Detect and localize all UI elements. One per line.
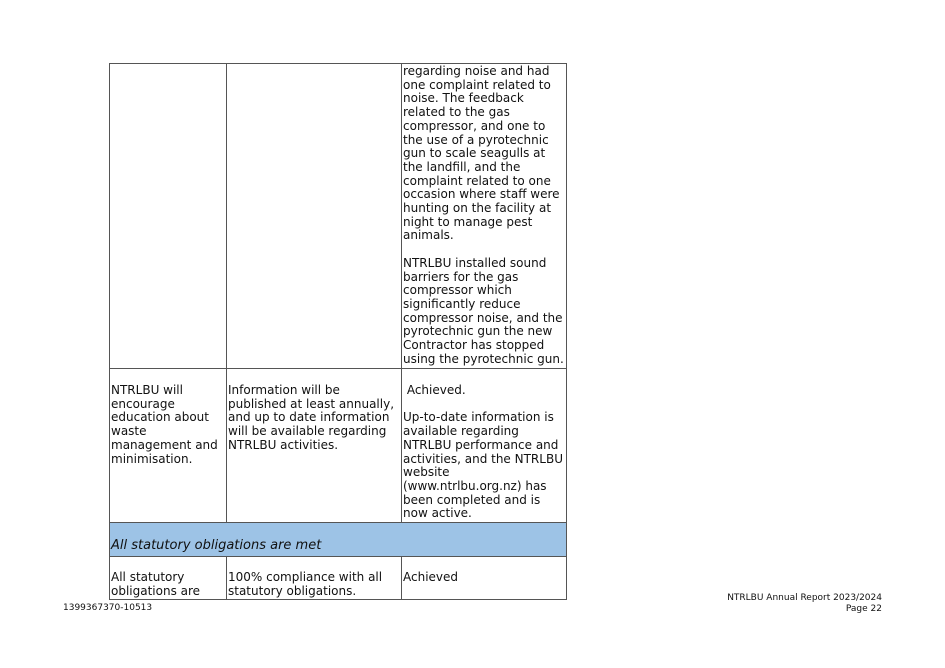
table-row [110,64,567,369]
cell-measure [227,557,402,600]
section-heading-row [110,523,567,557]
cell-objective [110,64,227,369]
table-row [110,369,567,523]
result-paragraph: regarding noise and had one complaint related to noise. The feedback related to the gas compressor, and one to the use of a pyrotechnic gun to scale seagulls at the landfill, and the complaint related to one occasion where staff were hunting on the facility at night to manage pest animals. [403,64,564,243]
objective-text: All statutory obligations are [111,570,201,598]
objectives-table [109,63,567,600]
result-paragraph: Up-to-date information is available regarding NTRLBU performance and activities, and the NTRLBU website (www.ntrlbu.org.nz) has been completed and is now active. [403,410,567,521]
objective-text: NTRLBU will encourage education about waste management and minimisation. [111,383,222,466]
measure-text: 100% compliance with all statutory obligations. [228,570,386,598]
cell-result [402,64,567,369]
page-number: Page 22 [845,604,882,614]
report-title: NTRLBU Annual Report 2023/2024 [727,593,882,603]
document-id: 1399367370-10513 [63,603,153,613]
result-status: Achieved [403,570,459,585]
cell-objective [110,557,227,600]
cell-result [402,557,567,600]
result-status: Achieved. [403,383,466,397]
result-paragraph: NTRLBU installed sound barriers for the gas compressor which significantly reduce compressor noise, and the pyrotechnic gun the new Contractor has stopped using the pyrotechnic gun. [403,255,567,366]
page-footer [727,593,882,615]
cell-objective [110,369,227,523]
cell-measure [227,369,402,523]
measure-text: Information will be published at least annually, and up to date information will be available regarding NTRLBU activities. [228,383,398,452]
cell-measure [227,64,402,369]
table-row [110,557,567,600]
cell-result [402,369,567,523]
section-heading: All statutory obligations are met [110,523,567,557]
